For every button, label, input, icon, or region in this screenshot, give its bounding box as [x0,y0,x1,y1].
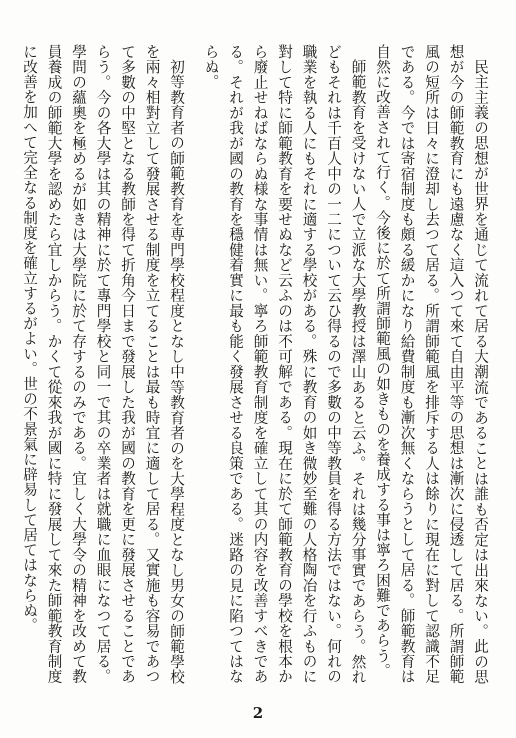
paragraph-democracy: 民主主義の思想が世界を通じて流れて居る大潮流であることは誰も否定は出來ない。此の思想が今の師範教育にも遠慮なく這入つて來て自由平等の思想は漸次に侵透して居る。所謂師範風の短所は日々に澄却し去つて居る。所謂師範風を排斥する人は餘りに現在に對して認識不足である。今では寄宿制度も頗る緩かになり給費制度も漸次無くならうとして居る。師範教育は自然に改善されて行く。今後に於て所謂師範風の如きものを養成する事は寧ろ困難であらう。 [374,44,489,684]
paragraph-teacher-training-system: 初等教育者の師範教育を専門學校程度となし中等教育者のを大學程度となし男女の師範學校を兩々相對立して發展させる制度を立てることは最も時宜に適して居る。又實施も容易であつて多數の中堅となる教師を得て折角今日まで發展した我が國の教育を更に發展させることであらう。今の各大學は其の精神に於て專門學校と同一で其の卒業者は就職に血眼になつて居る。學問の蘊奧を極めるが如きは大學院に於て存するのみである。宜しく大學令の精神を改めて教員養成の師範大學を認めたら宜しからう。かくて從來我が國に特に發展して來た師範教育制度に改善を加へて完全なる制度を確立するがよい。世の不景氣に辟易して居てはならぬ。 [21,44,185,684]
body-text [20,44,492,684]
page-number: 2 [252,704,264,722]
paragraph-normal-school-education: 師範教育を受けない人で立派な大學教授は澤山あると云ふ。それは幾分事實であらう。然れどもそれは千百人中の一二について云ひ得るので多數の中等教員を得る方法ではない。何れの職業を執る人にもそれに適する學校がある。殊に教育の如き微妙至難の人格陶冶を行ふものに對して特に師範教育を要せぬなど云ふのは不可解である。現在に於て師範教育の學校を根本から廢止せねばならぬ様な事情は無い。寧ろ師範教育制度を確立して其の内容を改善すべきである。それが我が國の教育を穩健着實に最も能く發展させる良策である。迷路の見に陷つてはならぬ。 [202,44,367,684]
